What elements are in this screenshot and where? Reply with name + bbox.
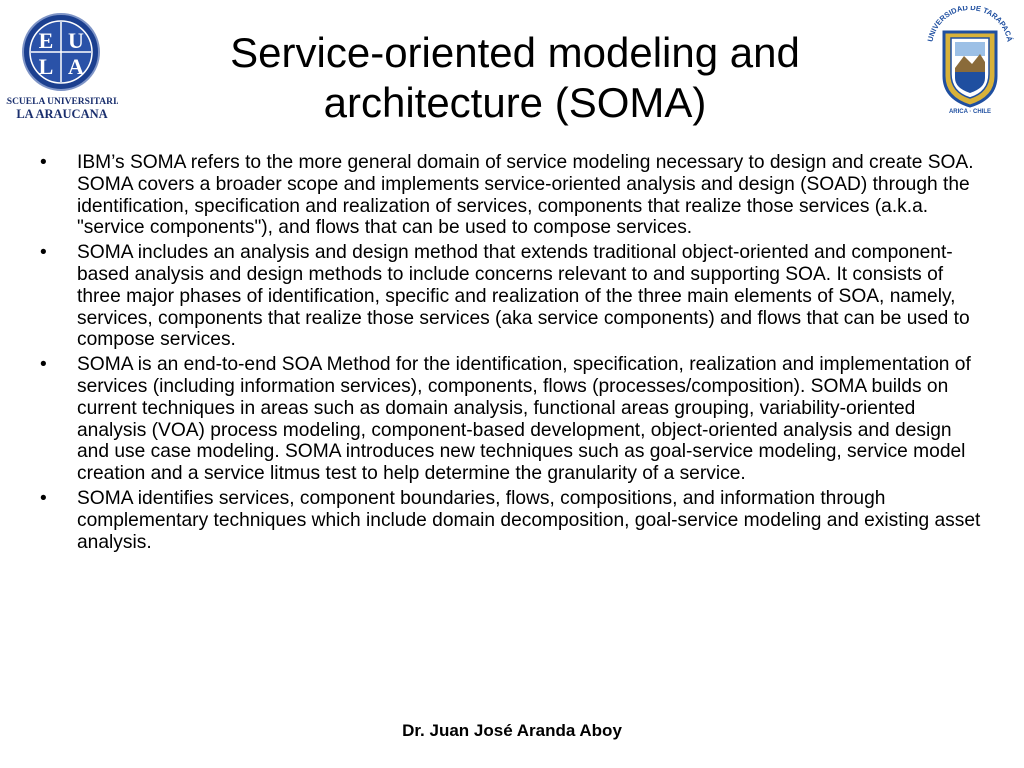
bullet-item	[36, 152, 986, 239]
bullet-item	[36, 354, 986, 485]
svg-text:LA ARAUCANA: LA ARAUCANA	[16, 107, 108, 121]
bullet-item	[36, 242, 986, 351]
svg-text:ARICA · CHILE: ARICA · CHILE	[948, 109, 992, 115]
footer-author: Dr. Juan José Aranda Aboy	[402, 721, 622, 740]
bullet-item	[36, 488, 986, 553]
bullet-text: IBM’s SOMA refers to the more general domain of service modeling necessary to design and create SOA. SOMA covers a broader scope and implements service-oriented analysis and design (SOAD) through the identification, specification and realization of services, components that realize those services (a.k.a. "service components"), and flows that can be used to compose services.	[77, 152, 974, 239]
la-araucana-emblem-icon	[6, 8, 118, 122]
bullet-text: SOMA identifies services, component boundaries, flows, compositions, and information through complementary techniques which include domain decomposition, goal-service modeling and existing asset analysis.	[77, 487, 981, 553]
svg-text:L: L	[38, 54, 54, 79]
tarapaca-crest-icon	[924, 6, 1016, 116]
svg-text:E: E	[38, 28, 54, 53]
bullet-list	[36, 152, 986, 556]
svg-text:A: A	[68, 54, 84, 79]
bullet-text: SOMA includes an analysis and design method that extends traditional object-oriented and component-based analysis and design methods to include concerns relevant to and supporting SOA. It consists of three major phases of identification, specific and realization of the three main elements of SOA, namely, services, components that realize those services (aka service components) and flows that can be used to compose services.	[77, 242, 970, 351]
svg-text:UNIVERSIDAD DE TARAPACÁ: UNIVERSIDAD DE TARAPACÁ	[925, 6, 1015, 43]
slide-title: Service-oriented modeling and architecture (SOMA)	[230, 29, 800, 126]
svg-text:ESCUELA UNIVERSITARIA: ESCUELA UNIVERSITARIA	[6, 97, 118, 107]
bullet-marker: •	[40, 487, 47, 509]
bullet-marker: •	[40, 354, 47, 376]
bullet-marker: •	[40, 242, 47, 264]
bullet-marker: •	[40, 152, 47, 173]
la-araucana-logo	[6, 8, 118, 122]
svg-text:U: U	[68, 28, 84, 53]
universidad-tarapaca-logo	[924, 6, 1016, 116]
bullet-text: SOMA is an end-to-end SOA Method for the identification, specification, realization and implementation of services (including information services), components, flows (processes/composition). SOMA builds on current techniques in areas such as domain analysis, functional areas grouping, variability-oriented analysis (VOA) process modeling, component-based development, object-oriented analysis and design and use case modeling. SOMA introduces new techniques such as goal-service modeling, service model creation and a service litmus test to help determine the granularity of a service.	[77, 354, 971, 485]
